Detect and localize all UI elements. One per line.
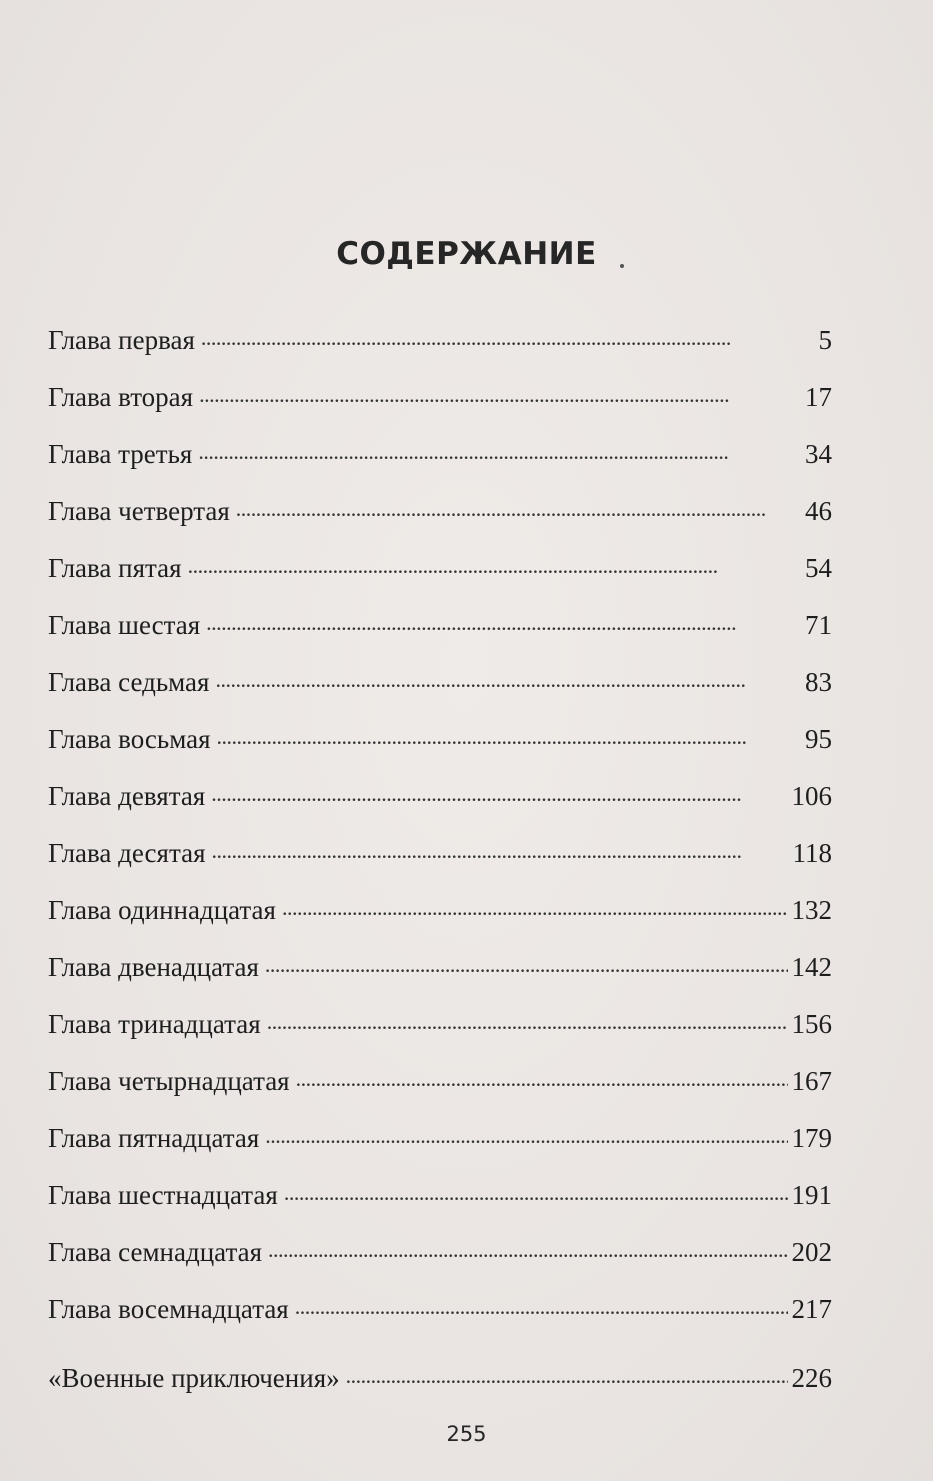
dot-leader	[268, 1238, 788, 1268]
toc-entry-label: Глава четвертая	[48, 496, 230, 526]
toc-entry-page: 179	[791, 1123, 832, 1153]
toc-entry-label: Глава восьмая	[48, 724, 211, 754]
dot-leader	[215, 668, 801, 698]
toc-entry-label: «Военные приключения»	[48, 1363, 340, 1393]
toc-entry-page: 83	[805, 667, 832, 697]
toc-entry-page: 118	[792, 838, 832, 868]
dot-leader	[282, 896, 788, 926]
toc-entry[interactable]	[48, 1285, 832, 1325]
dot-leader	[265, 953, 788, 983]
dot-leader	[201, 326, 815, 356]
toc-entry-label: Глава семнадцатая	[48, 1237, 262, 1267]
toc-entry[interactable]	[48, 601, 832, 641]
toc-entry[interactable]	[48, 373, 832, 413]
toc-entry-page: 202	[791, 1237, 832, 1267]
toc-entry-label: Глава шестая	[48, 610, 201, 640]
toc-entry-label: Глава шестнадцатая	[48, 1180, 278, 1210]
toc-entry-page: 226	[791, 1363, 832, 1393]
toc-entry-label: Глава девятая	[48, 781, 206, 811]
toc-entry-label: Глава вторая	[48, 382, 194, 412]
toc-entry[interactable]	[48, 430, 832, 470]
toc-entry[interactable]	[48, 1057, 832, 1097]
toc-entry[interactable]	[48, 1000, 832, 1040]
toc-entry-page: 17	[805, 382, 832, 412]
toc-entry-label: Глава третья	[48, 439, 193, 469]
dot-leader	[267, 1010, 788, 1040]
toc-entry[interactable]	[48, 658, 832, 698]
toc-entry-page: 46	[805, 496, 832, 526]
toc-entry-label: Глава пятнадцатая	[48, 1123, 260, 1153]
heading-text: СОДЕРЖАНИЕ	[336, 236, 597, 272]
toc-entry-label: Глава десятая	[48, 838, 206, 868]
toc-appendix-entry[interactable]	[48, 1354, 832, 1394]
toc-entry[interactable]	[48, 772, 832, 812]
toc-entry-page: 95	[805, 724, 832, 754]
toc-entry-label: Глава седьмая	[48, 667, 210, 697]
toc-entry-page: 71	[805, 610, 832, 640]
toc-entry-page: 34	[805, 439, 832, 469]
dot-leader	[206, 611, 801, 641]
toc-entry-label: Глава тринадцатая	[48, 1009, 261, 1039]
dot-leader	[211, 782, 787, 812]
dot-leader	[236, 497, 801, 527]
toc-entry-label: Глава первая	[48, 325, 195, 355]
toc-entry[interactable]	[48, 943, 832, 983]
toc-entry-label: Глава пятая	[48, 553, 182, 583]
toc-entry[interactable]	[48, 544, 832, 584]
toc-entry[interactable]	[48, 1114, 832, 1154]
toc-entry-page: 156	[791, 1009, 832, 1039]
toc-entry-page: 142	[791, 952, 832, 982]
toc-entry-page: 132	[791, 895, 832, 925]
toc-entry-page: 54	[805, 553, 832, 583]
toc-entry-page: 5	[818, 325, 832, 355]
toc-entry[interactable]	[48, 715, 832, 755]
dot-leader	[296, 1067, 788, 1097]
toc-entry-label: Глава одиннадцатая	[48, 895, 276, 925]
dot-leader	[295, 1295, 788, 1325]
dot-leader	[212, 839, 789, 869]
toc-entry[interactable]	[48, 316, 832, 356]
dot-leader	[346, 1364, 788, 1394]
toc-entry-page: 217	[791, 1294, 832, 1324]
toc-entry-page: 106	[791, 781, 832, 811]
page-number: 255	[446, 1422, 487, 1446]
toc-entry[interactable]	[48, 829, 832, 869]
toc-entry[interactable]	[48, 487, 832, 527]
dot-leader	[198, 440, 801, 470]
toc-entry-label: Глава двенадцатая	[48, 952, 259, 982]
dot-leader	[199, 383, 801, 413]
dot-leader	[188, 554, 801, 584]
dot-leader	[284, 1181, 788, 1211]
table-of-contents	[48, 0, 832, 1481]
toc-entry-label: Глава четырнадцатая	[48, 1066, 290, 1096]
dot-leader	[217, 725, 801, 755]
toc-entry[interactable]	[48, 886, 832, 926]
toc-entry-page: 191	[791, 1180, 832, 1210]
toc-entry-page: 167	[791, 1066, 832, 1096]
toc-entry-label: Глава восемнадцатая	[48, 1294, 289, 1324]
toc-entry[interactable]	[48, 1228, 832, 1268]
dot-leader	[265, 1124, 787, 1154]
toc-entry[interactable]	[48, 1171, 832, 1211]
